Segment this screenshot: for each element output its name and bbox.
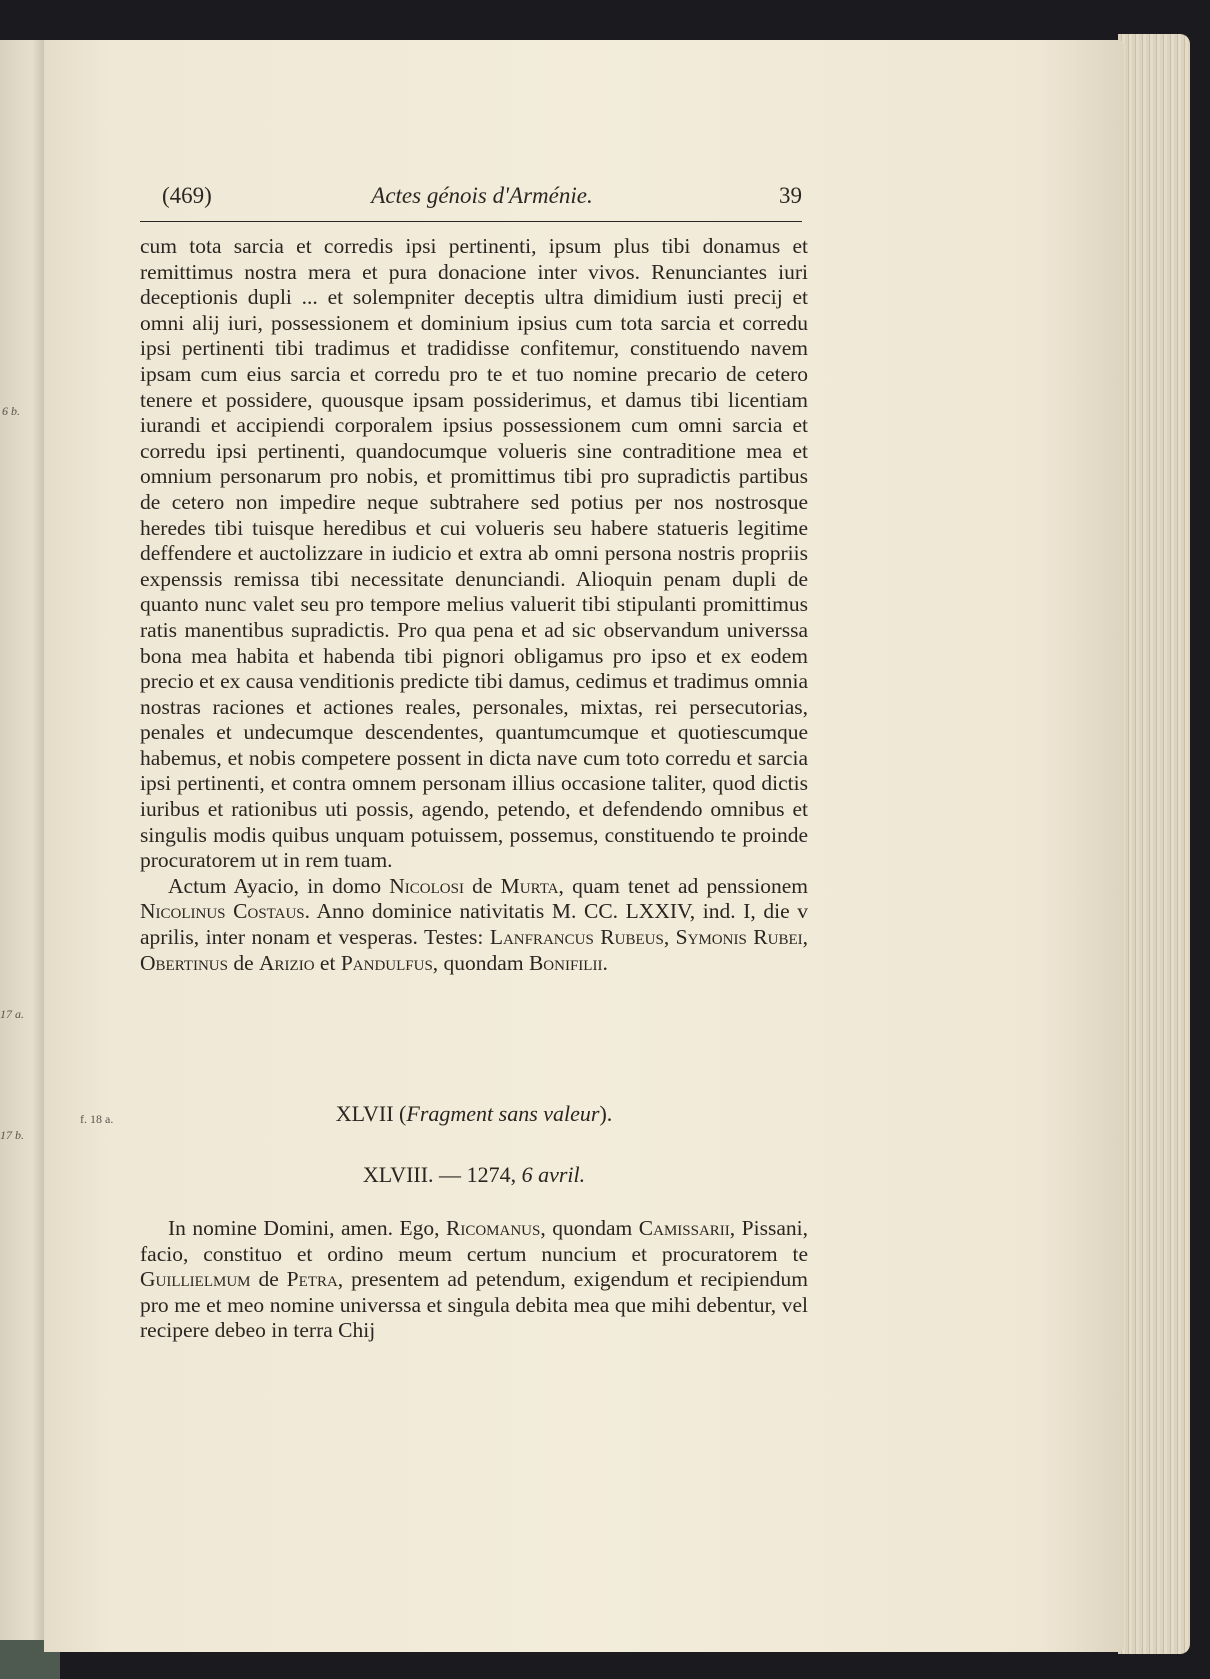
left-facing-page xyxy=(0,40,48,1640)
name-obertinus: Obertinus xyxy=(140,950,228,975)
name-guillielmum: Guillielmum xyxy=(140,1267,251,1292)
section-number: XLVII xyxy=(335,1101,394,1126)
margin-note-left-3: 17 b. xyxy=(0,1128,24,1142)
running-title: Actes génois d'Arménie. xyxy=(371,183,593,208)
paragraph-2: Actum Ayacio, in domo Nicolosi de Murta, quam tenet ad penssionem Nicolinus Costaus. Anno dominice nativitatis M. CC. LXXIV, ind. I, die v aprilis, inter nonam et vesperas. Testes: Lanfrancus Rubeus, Symonis Rubei, Obertinus de Arizio et Pandulfus, quondam Bonifilii. xyxy=(140,873,809,975)
name-symonis: Symonis Rubei xyxy=(675,925,803,950)
name-petra: Petra xyxy=(286,1267,338,1292)
header-rule xyxy=(140,221,802,222)
name-nicolosi: Nicolosi xyxy=(389,873,464,898)
section-heading-xlvii: XLVII (Fragment sans valeur). xyxy=(335,1101,613,1126)
folio-number: (469) xyxy=(162,183,212,208)
name-murta: Murta xyxy=(500,873,559,898)
page-number: 39 xyxy=(779,183,802,208)
name-pandulfus: Pandulfus xyxy=(340,950,433,975)
paragraph-1: cum tota sarcia et corredis ipsi pertinenti, ipsum plus tibi donamus et remittimus nostra mera et pura donacione inter vivos. Renunciantes iuri deceptionis dupli ... et solempniter deceptis ultra dimidium iusti precij et omni alij iuri, possessionem et dominium ipsius cum tota sarcia et corredu ipsi pertinenti tibi tradimus et tradidisse confitemur, constituendo navem ipsam cum eius sarcia et corredu pro te et tuo nomine precario de cetero tenere et possidere, quousque ipsam possiderimus, et damus tibi licentiam iurandi et accipiendi corporalem ipsius possessionem cum omni sarcia et corredu ipsi pertinenti, quandocumque volueris sine contraditione mea et omnium personarum pro nobis, et promittimus tibi pro supradictis partibus de cetero non impedire neque subtrahere sed potius per nos nostrosque heredes tibi tuisque heredibus et cui volueris seu habere statueris legitime deffendere et auctolizzare in iudicio et extra ab omni persona nostris propriis expenssis remissa tibi necessitate denunciandi. Alioquin penam dupli de quanto nunc valet seu pro tempore melius valuerit tibi stipulanti promittimus ratis manentibus supradictis. Pro qua pena et ad sic observandum universsa bona mea habita et habenda tibi pignori obligamus pro ipso et ex eodem precio et ex causa venditionis predicte tibi damus, cedimus et tradimus omnia nostras raciones et actiones reales, personales, mixtas, rei persecutorias, penales et undecumque descendentes, quantumcumque et quotiescumque habemus, et nobis competere possent in dicta nave cum toto corredu et sarcia ipsi pertinenti, et contra omnem personam illius occasione taliter, quod dictis iuribus et rationibus uti possis, agendo, petendo, et defendendo omnibus et singulis modis quibus unquam potuissem, possemus, constituendo te proinde procuratorem ut in rem tuam. xyxy=(140,234,808,873)
name-arizio: Arizio xyxy=(259,950,315,975)
margin-note-left-2: 17 a. xyxy=(0,1007,24,1021)
name-nicolinus: Nicolinus Costaus xyxy=(140,899,305,924)
name-ricomanus: Ricomanus xyxy=(445,1216,541,1240)
section-date: 1274, xyxy=(466,1162,522,1187)
page-header xyxy=(162,183,802,217)
margin-note-folio: f. 18 a. xyxy=(80,1112,114,1126)
name-lanfrancus: Lanfrancus Rubeus xyxy=(489,925,664,950)
section-note: Fragment sans valeur xyxy=(406,1101,600,1126)
document-body xyxy=(140,234,808,976)
section-heading-xlviii xyxy=(140,1162,808,1188)
section-date-italic: 6 avril. xyxy=(521,1162,586,1187)
paragraph-3: In nomine Domini, amen. Ego, Ricomanus, quondam Camissarii, Pissani, facio, constituo et ordino meum certum nuncium et procuratorem te Guillielmum de Petra, presentem ad petendum, exigendum et recipiendum pro me et meo nomine universsa et singula debita mea que mihi debentur, vel recipere debeo in terra Chij xyxy=(140,1216,808,1343)
section-number: XLVIII. — xyxy=(362,1162,462,1187)
name-camissarii: Camissarii xyxy=(638,1216,730,1240)
page-stack-edges xyxy=(1118,34,1190,1654)
margin-note-left-1: 6 b. xyxy=(2,404,20,418)
document-body-2 xyxy=(140,1216,808,1344)
name-bonifilii: Bonifilii xyxy=(528,950,603,975)
